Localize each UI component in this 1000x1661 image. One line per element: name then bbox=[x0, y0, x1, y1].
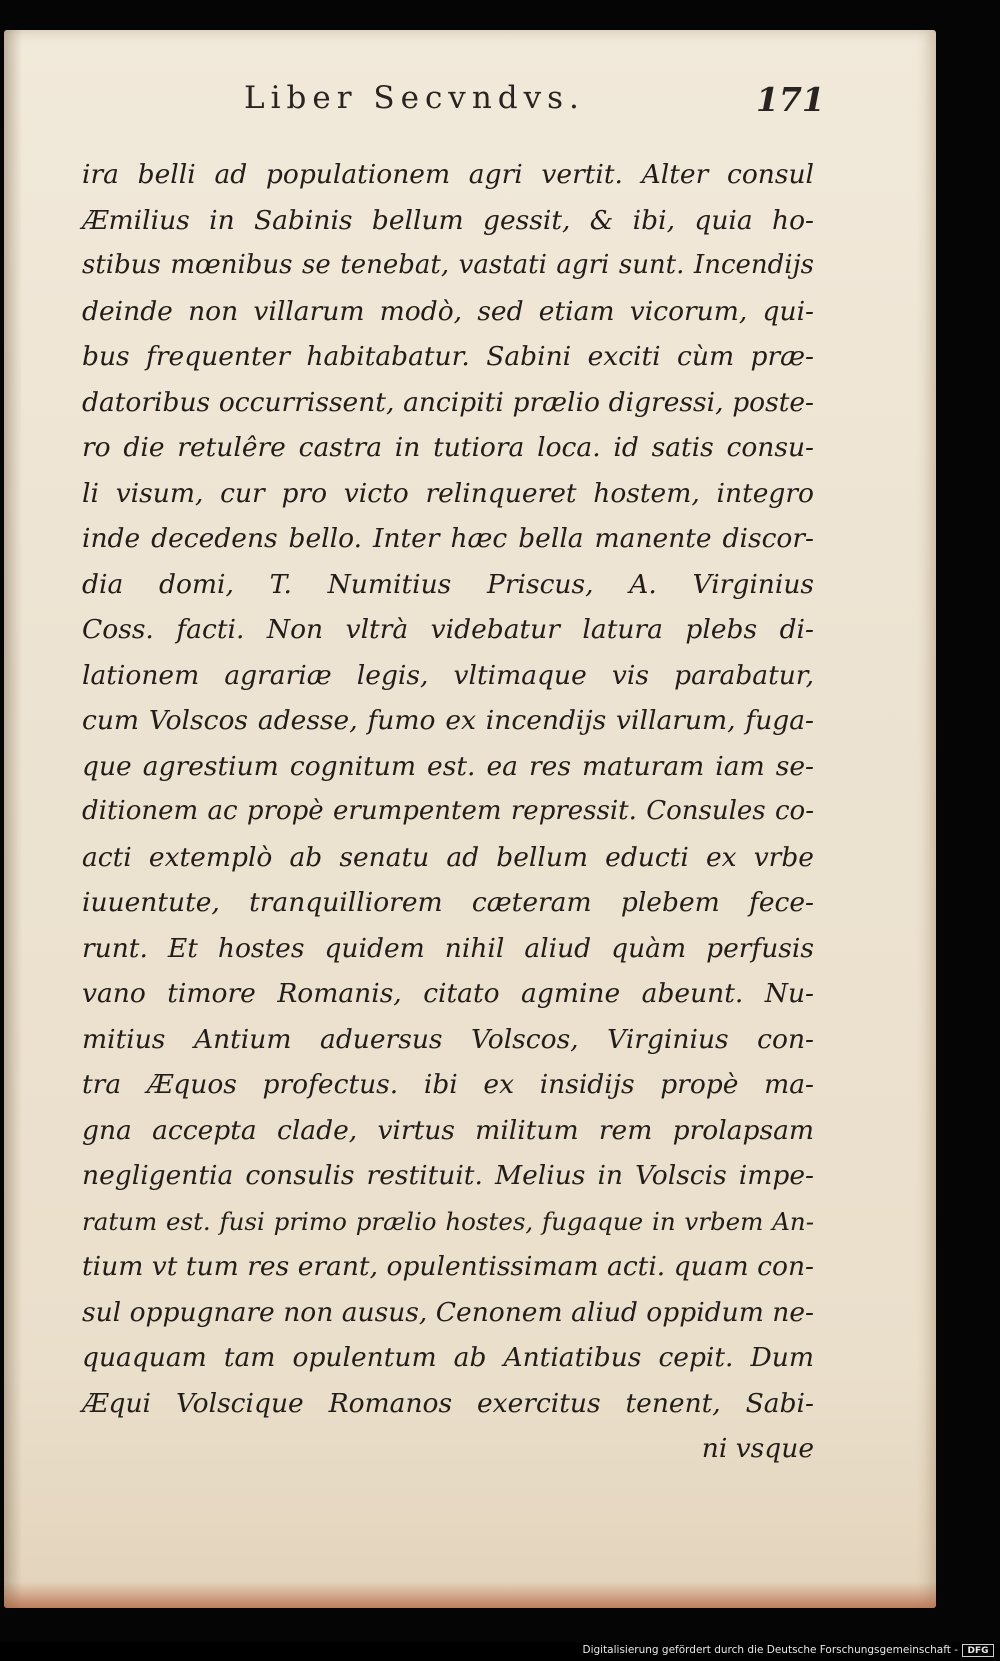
text-line: que agrestium cognitum est. ea res maturam iam se- bbox=[82, 750, 814, 782]
text-line: tra Æquos profectus. ibi ex insidijs propè ma- bbox=[82, 1069, 814, 1100]
text-line: cum Volscos adesse, fumo ex incendijs villarum, fuga- bbox=[82, 705, 814, 736]
page-bottom-edge bbox=[4, 1582, 936, 1608]
book-page bbox=[4, 30, 936, 1608]
text-line: ditionem ac propè erumpentem repressit. Consules co- bbox=[82, 796, 814, 826]
text-line: Æmilius in Sabinis bellum gessit, & ibi, quia ho- bbox=[82, 204, 814, 236]
page-number: 171 bbox=[756, 80, 825, 119]
text-line: dia domi, T. Numitius Priscus, A. Virginius bbox=[82, 568, 814, 600]
body-text bbox=[82, 152, 814, 1472]
running-head-title: Liber Secvndvs. bbox=[244, 80, 585, 116]
text-line: stibus mœnibus se tenebat, vastati agri sunt. Incendijs bbox=[82, 250, 814, 280]
text-line: sul oppugnare non ausus, Cenonem aliud oppidum ne- bbox=[82, 1296, 814, 1328]
text-line: Æqui Volscique Romanos exercitus tenent, Sabi- bbox=[82, 1387, 814, 1419]
text-line: lationem agrariæ legis, vltimaque vis parabatur, bbox=[82, 659, 814, 691]
text-line: gna accepta clade, virtus militum rem prolapsam bbox=[82, 1114, 814, 1146]
text-line: ira belli ad populationem agri vertit. Alter consul bbox=[82, 159, 814, 190]
text-line: inde decedens bello. Inter hæc bella manente discor- bbox=[82, 523, 814, 554]
running-head bbox=[4, 80, 936, 130]
text-line: li visum, cur pro victo relinqueret hostem, integro bbox=[82, 477, 814, 509]
text-line: iuuentute, tranquilliorem cæteram plebem fece- bbox=[82, 887, 814, 918]
dfg-logo: DFG bbox=[962, 1644, 994, 1657]
text-line: ratum est. fusi primo prælio hostes, fugaque in vrbem An- bbox=[82, 1206, 814, 1236]
text-line: negligentia consulis restituit. Melius in Volscis impe- bbox=[82, 1160, 814, 1191]
text-line: ro die retulêre castra in tutiora loca. id satis consu- bbox=[82, 432, 814, 463]
text-line: datoribus occurrissent, ancipiti prælio digressi, poste- bbox=[82, 386, 814, 418]
text-line: quaquam tam opulentum ab Antiatibus cepit. Dum bbox=[82, 1342, 814, 1373]
text-line: tium vt tum res erant, opulentissimam acti. quam con- bbox=[82, 1251, 814, 1282]
text-line: vano timore Romanis, citato agmine abeunt. Nu- bbox=[82, 978, 814, 1009]
text-line: acti extemplò ab senatu ad bellum educti ex vrbe bbox=[82, 841, 814, 873]
digitization-footer bbox=[0, 1642, 1000, 1661]
text-line: mitius Antium aduersus Volscos, Virginius con- bbox=[82, 1023, 814, 1055]
funding-credit: Digitalisierung gefördert durch die Deutsche Forschungsgemeinschaft - bbox=[582, 1644, 958, 1656]
text-line: ni vsque bbox=[701, 1433, 814, 1464]
text-line: deinde non villarum modò, sed etiam vicorum, qui- bbox=[82, 295, 814, 327]
gutter-shadow bbox=[4, 30, 22, 1608]
text-line: Coss. facti. Non vltrà videbatur latura plebs di- bbox=[82, 614, 814, 645]
text-line: runt. Et hostes quidem nihil aliud quàm perfusis bbox=[82, 932, 814, 964]
text-line: bus frequenter habitabatur. Sabini exciti cùm præ- bbox=[82, 341, 814, 372]
